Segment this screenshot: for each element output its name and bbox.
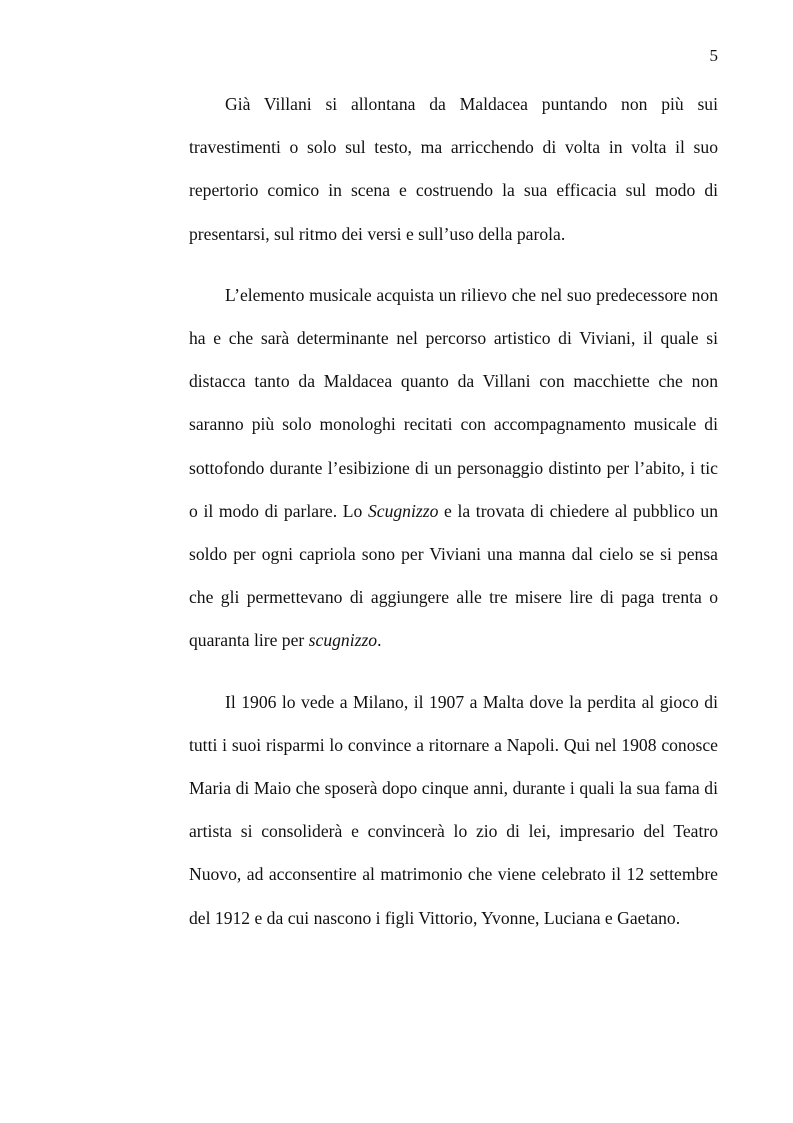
italic-title-scugnizzo: Scugnizzo bbox=[367, 500, 439, 521]
paragraph-1-text: Già Villani si allontana da Maldacea puntando non più sui travestimenti o solo sul testo, ma arricchendo di volta in volta il suo repertorio comico in scena e costruendo la sua efficacia sul modo di presentarsi, sul ritmo dei versi e sull’uso della parola. bbox=[189, 94, 718, 244]
paragraph-2-text-c: . bbox=[377, 630, 382, 651]
page-number: 5 bbox=[709, 46, 718, 65]
paragraph-2-text-a: L’elemento musicale acquista un rilievo che nel suo predecessore non ha e che sarà determinante nel percorso artistico di Viviani, il quale si distacca tanto da Maldacea quanto da Villani con macchiette che non saranno più solo monologhi recitati con accompagnamento musicale di sottofondo durante l’esibizione di un personaggio distinto per l’abito, i tic o il modo di parlare. Lo bbox=[189, 284, 718, 521]
paragraph-1 bbox=[189, 83, 718, 256]
italic-word-scugnizzo: scugnizzo bbox=[308, 630, 378, 651]
paragraph-3-text: Il 1906 lo vede a Milano, il 1907 a Malta dove la perdita al gioco di tutti i suoi risparmi lo convince a ritornare a Napoli. Qui nel 1908 conosce Maria di Maio che sposerà dopo cinque anni, durante i quali la sua fama di artista si consoliderà e convincerà lo zio di lei, impresario del Teatro Nuovo, ad acconsentire al matrimonio che viene celebrato il 12 settembre del 1912 e da cui nascono i figli Vittorio, Yvonne, Luciana e Gaetano. bbox=[189, 691, 718, 928]
paragraph-2-text-b: e la trovata di chiedere al pubblico un soldo per ogni capriola sono per Viviani una manna dal cielo se si pensa che gli permettevano di aggiungere alle tre misere lire di paga trenta o quaranta lire per bbox=[189, 500, 718, 651]
paragraph-3 bbox=[189, 681, 718, 940]
document-body bbox=[189, 83, 718, 958]
paragraph-2 bbox=[189, 274, 718, 663]
